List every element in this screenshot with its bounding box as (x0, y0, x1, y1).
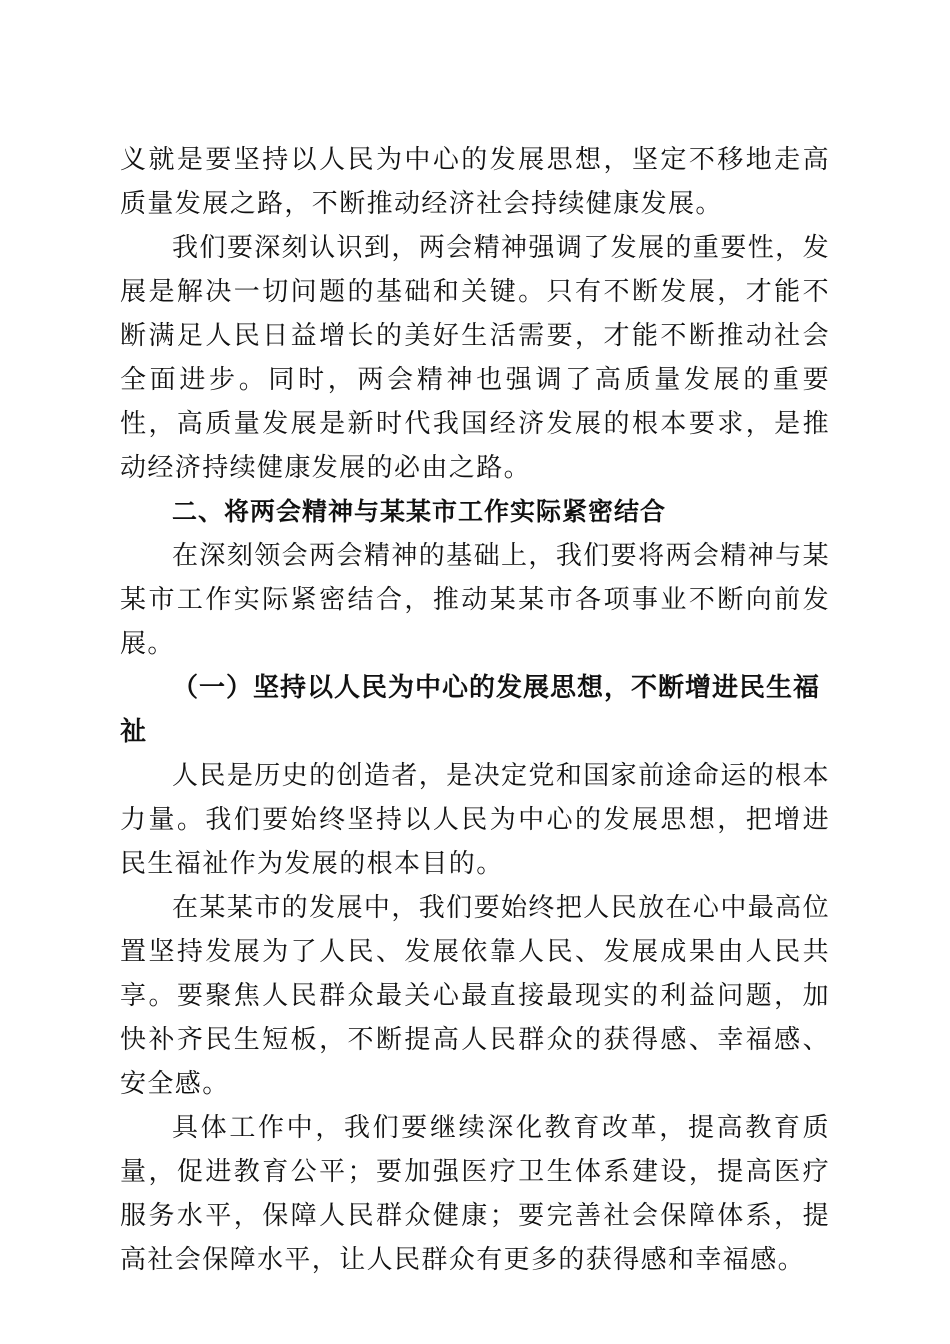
document-body (120, 138, 830, 1282)
section-heading-two: 二、将两会精神与某某市工作实际紧密结合 (172, 497, 667, 526)
paragraph-development-importance: 我们要深刻认识到，两会精神强调了发展的重要性，发展是解决一切问题的基础和关键。只有不断发展，才能不断满足人民日益增长的美好生活需要，才能不断推动社会全面进步。同时，两会精神也强调了高质量发展的重要性，高质量发展是新时代我国经济发展的根本要求，是推动经济持续健康发展的必由之路。 (120, 233, 830, 483)
paragraph-specific-work: 具体工作中，我们要继续深化教育改革，提高教育质量，促进教育公平；要加强医疗卫生体系建设，提高医疗服务水平，保障人民群众健康；要完善社会保障体系，提高社会保障水平，让人民群众有更多的获得感和幸福感。 (120, 1113, 830, 1275)
paragraph-continuation: 义就是要坚持以人民为中心的发展思想，坚定不移地走高质量发展之路，不断推动经济社会持续健康发展。 (120, 145, 830, 219)
subsection-heading-one: （一）坚持以人民为中心的发展思想，不断增进民生福祉 (120, 673, 821, 747)
paragraph-section-intro: 在深刻领会两会精神的基础上，我们要将两会精神与某某市工作实际紧密结合，推动某某市各项事业不断向前发展。 (120, 541, 830, 659)
paragraph-city-development: 在某某市的发展中，我们要始终把人民放在心中最高位置坚持发展为了人民、发展依靠人民、发展成果由人民共享。要聚焦人民群众最关心最直接最现实的利益问题，加快补齐民生短板，不断提高人民群众的获得感、幸福感、安全感。 (120, 893, 830, 1099)
paragraph-people-centered: 人民是历史的创造者，是决定党和国家前途命运的根本力量。我们要始终坚持以人民为中心的发展思想，把增进民生福祉作为发展的根本目的。 (120, 761, 830, 879)
